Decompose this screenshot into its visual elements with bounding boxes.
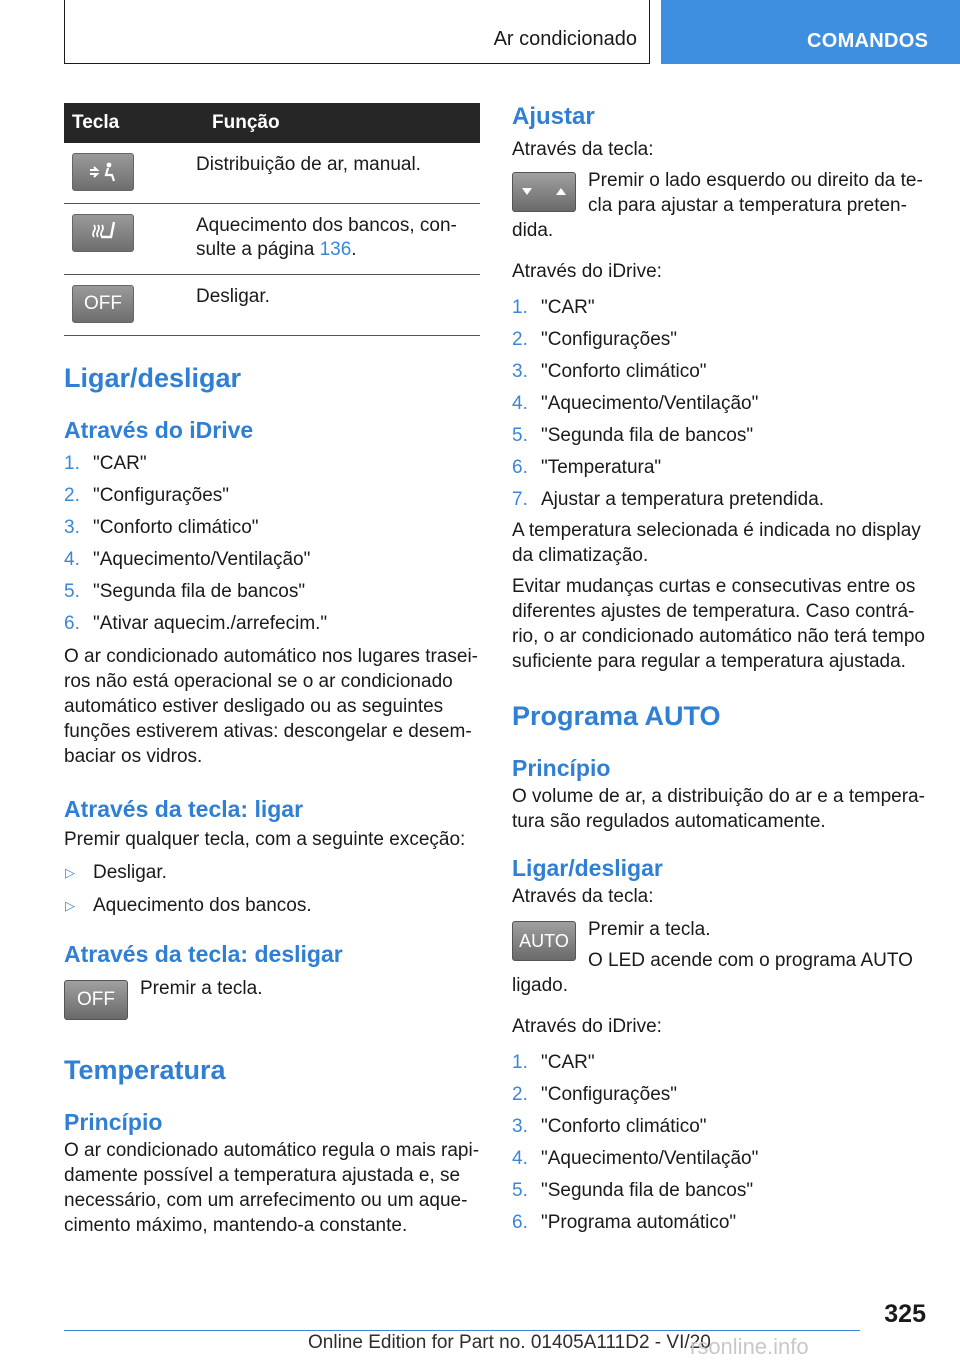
heading-principle: Princípio (64, 1109, 163, 1135)
list-item: 1. "CAR" (512, 1052, 595, 1073)
list-item: 4. "Aquecimento/Ventilação" (64, 549, 311, 570)
list-item: 7. Ajustar a temperatura pretendida. (512, 489, 825, 510)
principle-text: O ar condicionado automático regula o mais rapi-damente possível a temperatura ajustada e, se necessário, com um arrefecimento ou um aque-cimento máximo, mantendo-a constante. (64, 1140, 480, 1236)
off-key-icon: OFF (64, 980, 128, 1020)
table-row (64, 204, 480, 275)
adjust-text: Premir o lado esquerdo ou direito da te-cla para ajustar a temperatura preten-dida. (512, 170, 923, 241)
row-text: Aquecimento dos bancos, con-sulte a página (196, 215, 457, 260)
via-idrive-text-2: Através do iDrive: (512, 1016, 662, 1037)
heading-via-idrive: Através do iDrive (64, 417, 254, 443)
rear-seat-note: O ar condicionado automático nos lugares trasei-ros não está operacional se o ar condicionado automático estiver desligado ou as seguintes funções estiverem ativas: descongelar e desem-baciar os vidros. (64, 646, 479, 767)
edition-text: Online Edition for Part no. 01405A111D2 - VI/20 (308, 1332, 711, 1353)
list-item: 3. "Conforto climático" (512, 1116, 707, 1137)
adjust-block (512, 168, 932, 243)
table-row (64, 143, 480, 204)
col-function-header: Função (188, 103, 480, 143)
row-text: Distribuição de ar, manual. (196, 154, 421, 175)
adjust-steps (512, 292, 932, 516)
heading-temperature: Temperatura (64, 1055, 226, 1085)
table-cell-text (188, 204, 480, 275)
right-column (512, 103, 932, 1239)
table-cell-text (188, 275, 480, 336)
bullet-icon: ▷ (65, 865, 75, 880)
chapter-tab (661, 0, 960, 64)
list-item: ▷ Desligar. (64, 856, 480, 889)
header-box (64, 0, 650, 64)
list-item: 1. "CAR" (64, 453, 147, 474)
key-off-text: Premir a tecla. (140, 978, 263, 999)
table-row (64, 275, 480, 336)
table-cell-icon (64, 275, 188, 336)
heading-auto-program: Programa AUTO (512, 701, 721, 731)
press-key-text: Premir a tecla. (588, 919, 711, 940)
heading-key-off: Através da tecla: desligar (64, 941, 343, 967)
table-cell-icon (64, 204, 188, 275)
footer-divider (64, 1330, 860, 1331)
list-item: 3. "Conforto climático" (64, 517, 259, 538)
row-text-end: . (351, 239, 357, 260)
auto-key-block (512, 917, 932, 998)
list-item: 4. "Aquecimento/Ventilação" (512, 1148, 759, 1169)
exception-list (64, 856, 480, 922)
seat-heating-icon (72, 214, 134, 252)
col-key-header: Tecla (64, 103, 188, 143)
list-item: 1. "CAR" (512, 297, 595, 318)
table-cell-text (188, 143, 480, 204)
key-function-table (64, 103, 480, 336)
temperature-rocker-icon (512, 172, 576, 212)
auto-steps (512, 1047, 932, 1239)
list-item: 5. "Segunda fila de bancos" (64, 581, 306, 602)
idrive-steps (64, 448, 480, 640)
list-item: 5. "Segunda fila de bancos" (512, 1180, 754, 1201)
list-item: 4. "Aquecimento/Ventilação" (512, 393, 759, 414)
row-text: Desligar. (196, 286, 270, 307)
avoid-text: Evitar mudanças curtas e consecutivas entre os diferentes ajustes de temperatura. Caso contrá-rio, o ar condicionado automático não terá tempo suficiente para regular a temperatura ajustada. (512, 576, 925, 672)
led-text: O LED acende com o programa AUTO ligado. (512, 950, 913, 996)
via-idrive-text: Através do iDrive: (512, 261, 662, 282)
list-item: 5. "Segunda fila de bancos" (512, 425, 754, 446)
auto-key-icon: AUTO (512, 921, 576, 961)
via-key-text: Através da tecla: (512, 139, 654, 160)
heading-principle-auto: Princípio (512, 755, 611, 781)
list-item: 3. "Conforto climático" (512, 361, 707, 382)
via-key-text-2: Através da tecla: (512, 886, 654, 907)
list-item: 2. "Configurações" (512, 1084, 678, 1105)
list-item: 6. "Programa automático" (512, 1212, 737, 1233)
bullet-icon: ▷ (65, 898, 75, 913)
auto-principle-text: O volume de ar, a distribuição do ar e a tempera-tura são regulados automaticamente. (512, 786, 925, 832)
list-item: 2. "Configurações" (64, 485, 230, 506)
page-link[interactable]: 136 (319, 239, 352, 260)
page-number: 325 (884, 1300, 926, 1328)
section-title: Ar condicionado (493, 28, 637, 50)
list-item: ▷ Aquecimento dos bancos. (64, 889, 480, 922)
key-off-block (64, 976, 480, 1028)
table-cell-icon (64, 143, 188, 204)
heading-auto-on-off: Ligar/desligar (512, 855, 663, 881)
heading-key-on: Através da tecla: ligar (64, 796, 304, 822)
list-item: 6. "Ativar aquecim./arrefecim." (64, 613, 328, 634)
list-item: 2. "Configurações" (512, 329, 678, 350)
table-header-row (64, 103, 480, 143)
watermark: rsonline.info (690, 1334, 809, 1359)
heading-on-off: Ligar/desligar (64, 363, 242, 393)
off-key-icon: OFF (72, 285, 134, 323)
chapter-tab-label: COMANDOS (807, 30, 929, 52)
heading-adjust: Ajustar (512, 103, 595, 130)
list-item: 6. "Temperatura" (512, 457, 662, 478)
air-distribution-icon (72, 153, 134, 191)
display-text: A temperatura selecionada é indicada no display da climatização. (512, 520, 921, 566)
key-on-text: Premir qualquer tecla, com a seguinte exceção: (64, 829, 466, 850)
left-column (64, 103, 480, 1238)
